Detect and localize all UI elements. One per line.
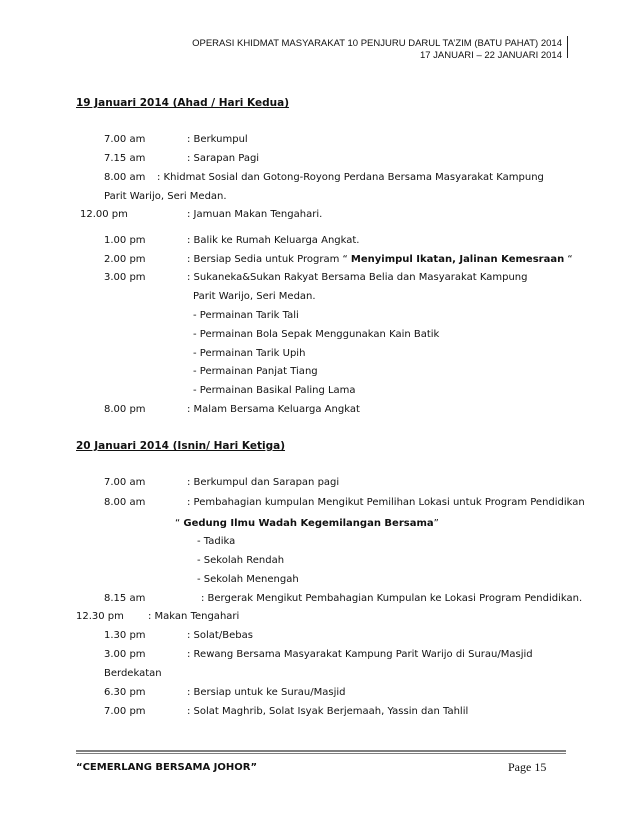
page-number: Page 15: [508, 760, 547, 774]
item-desc: : Sukaneka&Sukan Rakyat Bersama Belia dan Masyarakat Kampung: [187, 272, 528, 283]
program-name: Menyimpul Ikatan, Jalinan Kemesraan: [350, 254, 565, 265]
item-desc: - Permainan Tarik Tali: [193, 310, 299, 321]
item-desc: - Permainan Basikal Paling Lama: [193, 385, 356, 396]
item-time: 6.30 pm: [104, 687, 146, 698]
header-divider: [567, 36, 568, 58]
item-desc: : Berkumpul dan Sarapan pagi: [187, 477, 340, 488]
item-desc: : Malam Bersama Keluarga Angkat: [187, 404, 360, 415]
item-time: 7.00 am: [104, 477, 146, 488]
item-time: 12.00 pm: [80, 209, 128, 220]
item-desc: - Sekolah Menengah: [197, 574, 299, 585]
item-desc: - Permainan Tarik Upih: [193, 348, 306, 359]
item-time: 2.00 pm: [104, 254, 146, 265]
day2-heading: 19 Januari 2014 (Ahad / Hari Kedua): [76, 97, 290, 109]
item-desc: : Solat/Bebas: [187, 630, 253, 641]
item-time: 7.00 am: [104, 134, 146, 145]
footer-rule: [76, 750, 566, 752]
item-time: 3.00 pm: [104, 649, 146, 660]
item-desc: - Permainan Panjat Tiang: [193, 366, 318, 377]
footer-motto: “CEMERLANG BERSAMA JOHOR”: [76, 762, 258, 773]
item-desc: - Sekolah Rendah: [197, 555, 285, 566]
item-desc: [175, 518, 439, 530]
item-time: 8.15 am: [104, 593, 146, 604]
item-desc: : Bergerak Mengikut Pembahagian Kumpulan ke Lokasi Program Pendidikan.: [201, 593, 583, 604]
item-time: 1.30 pm: [104, 630, 146, 641]
item-desc: : Khidmat Sosial dan Gotong-Royong Perdana Bersama Masyarakat Kampung: [157, 172, 544, 183]
desc-text: : Bersiap Sedia untuk Program “: [187, 254, 351, 265]
item-time: 7.15 am: [104, 153, 146, 164]
item-time: 7.00 pm: [104, 706, 146, 717]
footer-rule: [76, 753, 566, 754]
running-header-dates: 17 JANUARI – 22 JANUARI 2014: [419, 50, 562, 61]
item-desc: : Balik ke Rumah Keluarga Angkat.: [187, 235, 360, 246]
item-time: 8.00 am: [104, 497, 146, 508]
item-time: 1.00 pm: [104, 235, 146, 246]
item-desc: Parit Warijo, Seri Medan.: [193, 291, 316, 302]
item-desc: Berdekatan: [104, 668, 162, 679]
item-desc: : Sarapan Pagi: [187, 153, 260, 164]
item-time: 8.00 pm: [104, 404, 146, 415]
item-desc: - Permainan Bola Sepak Menggunakan Kain Batik: [193, 329, 440, 340]
item-desc: : Rewang Bersama Masyarakat Kampung Parit Warijo di Surau/Masjid: [187, 649, 533, 660]
quote-mark: “: [175, 518, 184, 529]
day3-heading: 20 Januari 2014 (Isnin/ Hari Ketiga): [76, 440, 286, 452]
item-desc: : Jamuan Makan Tengahari.: [187, 209, 323, 220]
item-desc: - Tadika: [197, 536, 236, 547]
item-desc: [187, 254, 573, 266]
program-name: Gedung Ilmu Wadah Kegemilangan Bersama: [183, 518, 434, 529]
desc-text: “: [564, 254, 573, 265]
quote-mark: ”: [433, 518, 439, 529]
item-desc: : Bersiap untuk ke Surau/Masjid: [187, 687, 346, 698]
item-desc: Parit Warijo, Seri Medan.: [104, 191, 227, 202]
item-time: 12.30 pm: [76, 611, 124, 622]
item-time: 3.00 pm: [104, 272, 146, 283]
item-time: 8.00 am: [104, 172, 146, 183]
item-desc: : Pembahagian kumpulan Mengikut Pemilihan Lokasi untuk Program Pendidikan: [187, 497, 585, 508]
item-desc: : Makan Tengahari: [148, 611, 240, 622]
item-desc: : Berkumpul: [187, 134, 248, 145]
item-desc: : Solat Maghrib, Solat Isyak Berjemaah, Yassin dan Tahlil: [187, 706, 469, 717]
running-header-title: OPERASI KHIDMAT MASYARAKAT 10 PENJURU DARUL TA’ZIM (BATU PAHAT) 2014: [192, 38, 562, 49]
